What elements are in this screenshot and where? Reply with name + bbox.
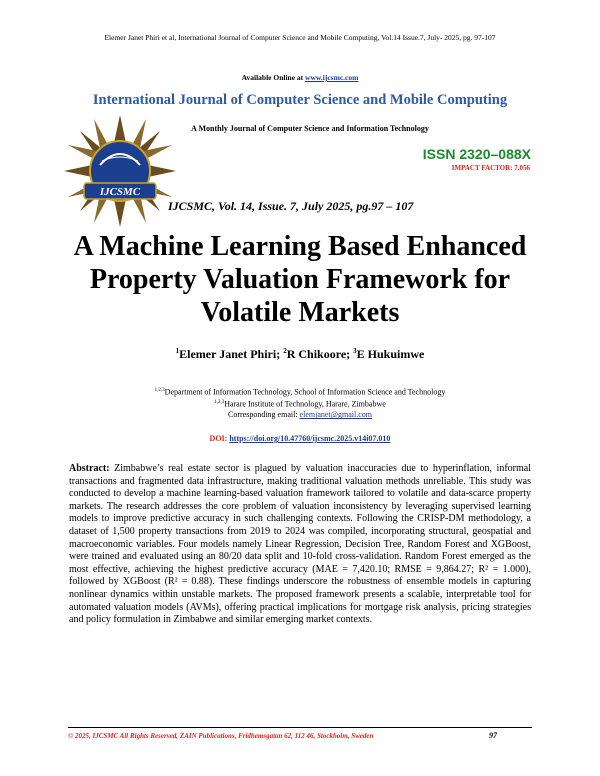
author-3: $^3$E Hukuimwe: [353, 347, 425, 361]
author-1: $^1$Elemer Janet Phiri;: [175, 347, 284, 361]
doi-link[interactable]: https://doi.org/10.47760/ijcsmc.2025.v14i07.010: [229, 434, 391, 443]
citation-line: IJCSMC, Vol. 14, Issue. 7, July 2025, pg.97 – 107: [168, 199, 414, 213]
author-2: $^2$R Chikoore;: [283, 347, 354, 361]
affiliation-institute: $^{1,2,3}$Harare Institute of Technology, Harare, Zimbabwe: [214, 399, 386, 409]
available-online: [0, 73, 600, 82]
author-list: [0, 347, 600, 362]
abstract: [69, 463, 531, 627]
running-header: Elemer Janet Phiri et al, International Journal of Computer Science and Mobile Computing, Vol.14 Issue.7, July- 2025, pg. 97-107: [104, 33, 496, 42]
email-link[interactable]: elemjanet@gmail.com: [299, 410, 372, 420]
footer-copyright: © 2025, IJCSMC All Rights Reserved, ZAIN Publications, Fridhemsgatan 62, 112 46, Stockholm, Sweden: [68, 732, 374, 740]
affiliations: [0, 386, 600, 421]
corresponding-email: Corresponding email: elemjanet@gmail.com: [228, 410, 372, 420]
issn: ISSN 2320–088X: [422, 146, 531, 162]
paper-title: A Machine Learning Based Enhanced Property Valuation Framework for Volatile Markets: [73, 231, 527, 328]
footer-divider: [68, 727, 532, 728]
journal-name: International Journal of Computer Science and Mobile Computing: [92, 92, 508, 108]
journal-website-link[interactable]: www.ijcsmc.com: [305, 73, 359, 82]
svg-text:IJCSMC: IJCSMC: [99, 186, 141, 198]
journal-subtitle: A Monthly Journal of Computer Science and Information Technology: [191, 124, 429, 133]
impact-factor: IMPACT FACTOR: 7.056: [451, 164, 530, 172]
page-number: 97: [489, 731, 497, 740]
logo-emblem-icon: [62, 113, 178, 229]
available-prefix: Available Online at: [241, 73, 306, 82]
abstract-text: Zimbabwe’s real estate sector is plagued by valuation inaccuracies due to hyperinflation, informal transactions and fragmented data infrastructure, making traditional valuation methods unreliable. This study was conducted to develop a machine learning-based valuation framework tailored to volatile and data-scarce property markets. The research addresses the core problem of valuation inconsistency by leveraging supervised learning models to improve predictive accuracy in such challenging contexts. Following the CRISP-DM methodology, a dataset of 1,500 property transactions from 2019 to 2024 was compiled, incorporating structural, geospatial and macroeconomic variables. Four models namely Linear Regression, Decision Tree, Random Forest and XGBoost, were trained and evaluated using an 80/20 data split and 10-fold cross-validation. Random Forest emerged as the most effective, achieving the highest predictive accuracy (MAE = 7,420.10; RMSE = 9,864.27; R² = 1.000), followed by XGBoost (R² = 0.88). These findings underscore the robustness of ensemble models in capturing nonlinear dynamics within unstable markets. The proposed framework presents a scalable, interpretable tool for automated valuation models (AVMs), offering practical implications for mortgage risk analysis, pricing strategies and policy formulation in Zimbabwe and similar emerging market contexts.: [69, 463, 531, 626]
doi-label: DOI:: [209, 434, 230, 443]
journal-logo: [62, 113, 178, 229]
doi-line: [0, 434, 600, 443]
abstract-label: Abstract:: [69, 463, 110, 474]
affiliation-department: $^{1,2,3}$Department of Information Technology, School of Information Science and Technology: [154, 387, 446, 397]
